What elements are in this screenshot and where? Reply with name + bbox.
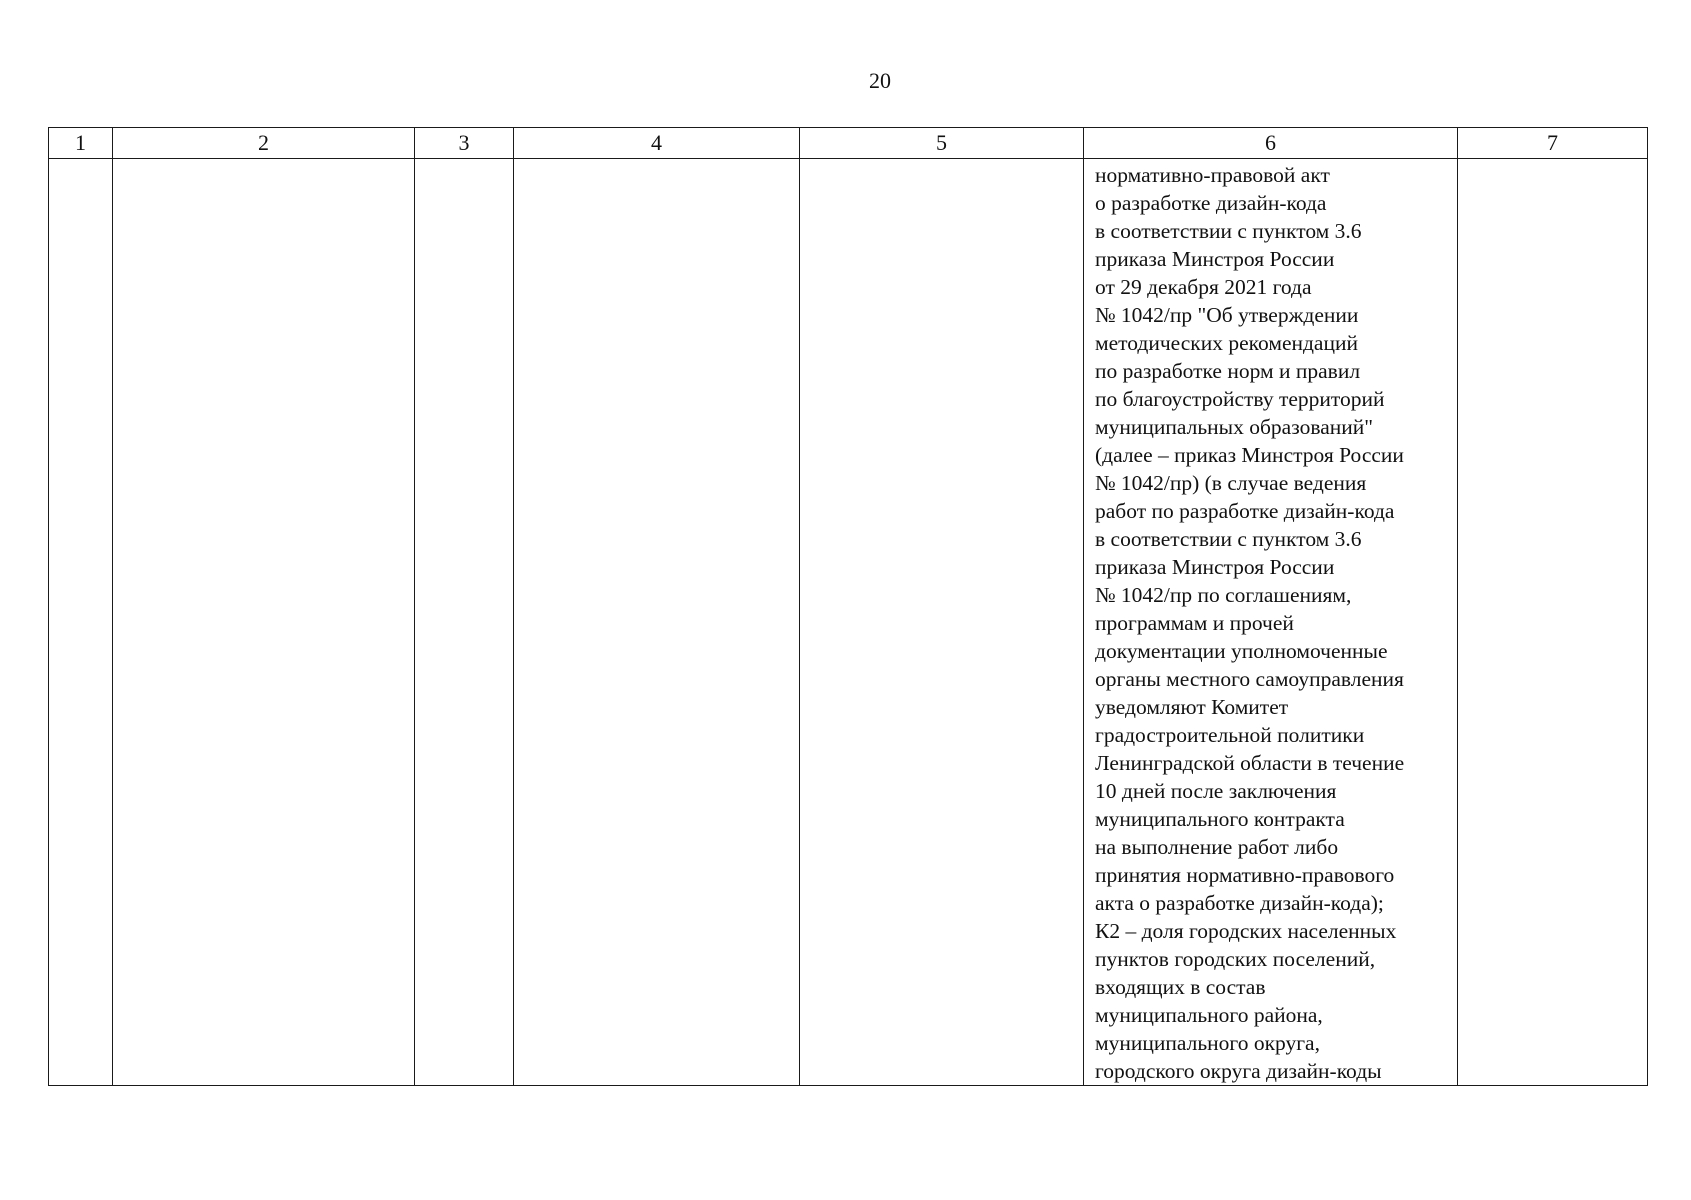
text-line: приказа Минстроя России bbox=[1095, 555, 1335, 579]
text-line: по разработке норм и правил bbox=[1095, 359, 1361, 383]
text-line: по благоустройству территорий bbox=[1095, 387, 1385, 411]
column-header-2: 2 bbox=[113, 128, 415, 159]
text-line: от 29 декабря 2021 года bbox=[1095, 275, 1312, 299]
text-line: в соответствии с пунктом 3.6 bbox=[1095, 527, 1362, 551]
text-line: на выполнение работ либо bbox=[1095, 835, 1339, 859]
column-header-1: 1 bbox=[49, 128, 113, 159]
text-line: методических рекомендаций bbox=[1095, 331, 1358, 355]
column-header-4: 4 bbox=[514, 128, 800, 159]
text-line: муниципального района, bbox=[1095, 1003, 1323, 1027]
text-line: о разработке дизайн-кода bbox=[1095, 191, 1327, 215]
text-line: органы местного самоуправления bbox=[1095, 667, 1404, 691]
text-line: нормативно-правовой акт bbox=[1095, 163, 1330, 187]
cell-col-6 bbox=[1084, 159, 1458, 1086]
document-table bbox=[48, 127, 1648, 1086]
text-line: Ленинградской области в течение bbox=[1095, 751, 1405, 775]
text-line: входящих в состав bbox=[1095, 975, 1266, 999]
text-line: градостроительной политики bbox=[1095, 723, 1365, 747]
cell-col-1 bbox=[49, 159, 113, 1086]
text-line: муниципального контракта bbox=[1095, 807, 1345, 831]
text-line: уведомляют Комитет bbox=[1095, 695, 1289, 719]
cell-col-4 bbox=[514, 159, 800, 1086]
column-header-5: 5 bbox=[800, 128, 1084, 159]
text-line: № 1042/пр "Об утверждении bbox=[1095, 303, 1359, 327]
text-line: К2 – доля городских населенных bbox=[1095, 919, 1397, 943]
text-line: акта о разработке дизайн-кода); bbox=[1095, 891, 1384, 915]
cell-col-2 bbox=[113, 159, 415, 1086]
text-line: в соответствии с пунктом 3.6 bbox=[1095, 219, 1362, 243]
text-line: городского округа дизайн-коды bbox=[1095, 1059, 1382, 1083]
cell-col-3 bbox=[415, 159, 514, 1086]
table-row bbox=[49, 159, 1648, 1086]
text-line: программам и прочей bbox=[1095, 611, 1294, 635]
page-number: 20 bbox=[869, 68, 891, 93]
column-header-6: 6 bbox=[1084, 128, 1458, 159]
text-line: приказа Минстроя России bbox=[1095, 247, 1335, 271]
header-row bbox=[49, 128, 1648, 159]
text-line: муниципальных образований" bbox=[1095, 415, 1374, 439]
text-line: документации уполномоченные bbox=[1095, 639, 1388, 663]
cell-col-5 bbox=[800, 159, 1084, 1086]
column-header-7: 7 bbox=[1458, 128, 1648, 159]
text-line: принятия нормативно-правового bbox=[1095, 863, 1395, 887]
cell-col-6-text bbox=[1084, 159, 1457, 1085]
text-line: работ по разработке дизайн-кода bbox=[1095, 499, 1395, 523]
text-line: муниципального округа, bbox=[1095, 1031, 1320, 1055]
text-line: 10 дней после заключения bbox=[1095, 779, 1337, 803]
column-header-3: 3 bbox=[415, 128, 514, 159]
text-line: (далее – приказ Минстроя России bbox=[1095, 443, 1404, 467]
text-line: № 1042/пр) (в случае ведения bbox=[1095, 471, 1367, 495]
text-line: № 1042/пр по соглашениям, bbox=[1095, 583, 1352, 607]
cell-col-7 bbox=[1458, 159, 1648, 1086]
text-line: пунктов городских поселений, bbox=[1095, 947, 1376, 971]
